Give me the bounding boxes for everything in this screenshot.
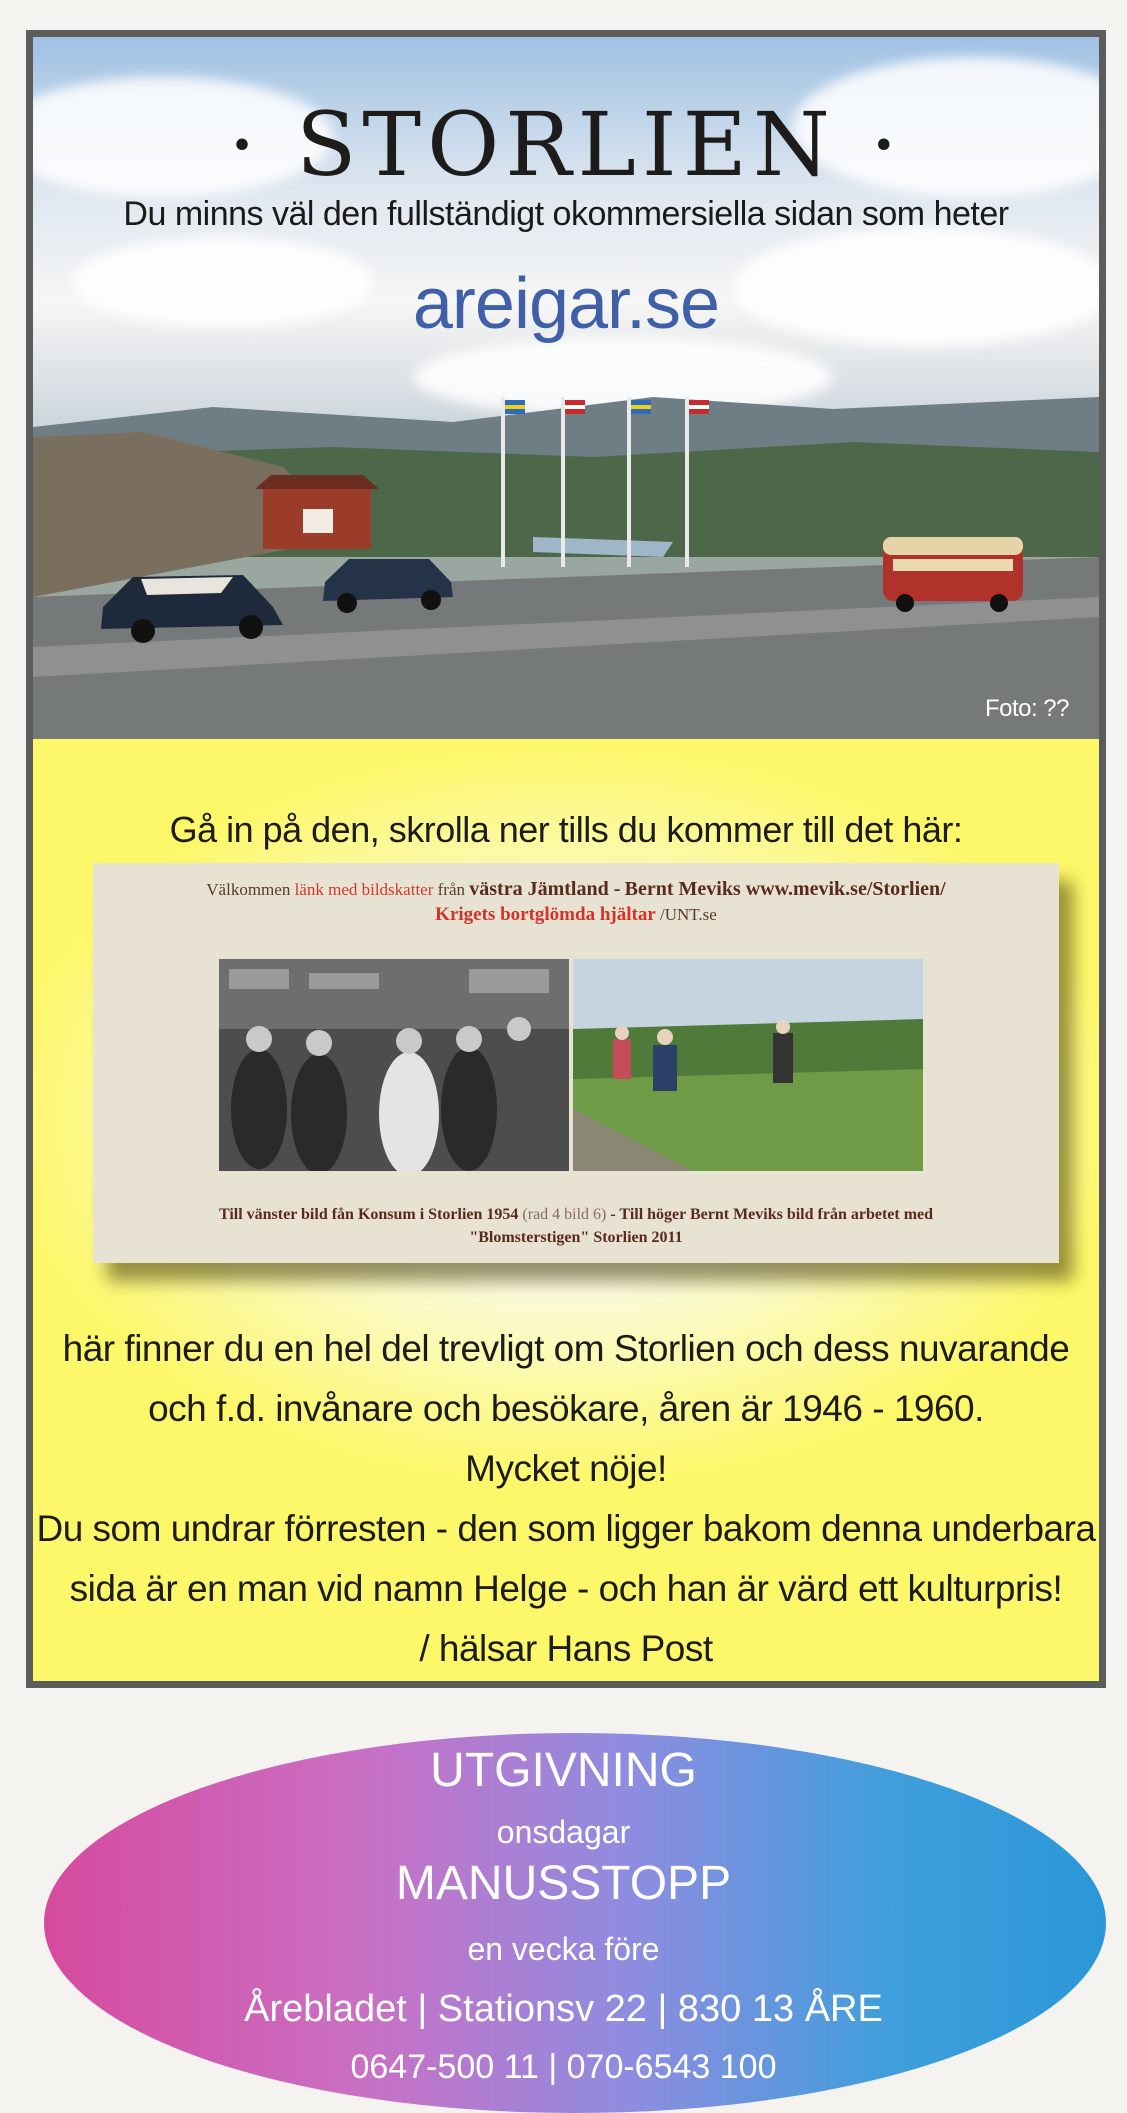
signature-line: / hälsar Hans Post	[419, 1628, 713, 1669]
body-line: Du som undrar förresten - den som ligger bakom denna underbara	[36, 1508, 1096, 1549]
heroes-link[interactable]: Krigets bortglömda hjältar	[435, 904, 656, 925]
phone-line: 0647-500 11 | 070-6543 100	[350, 2048, 777, 2086]
website-screenshot	[93, 863, 1059, 1263]
caption-muted: (rad 4 bild 6)	[522, 1206, 607, 1223]
body-line: sida är en man vid namn Helge - och han är värd ett kulturpris!	[69, 1568, 1063, 1609]
deadline-text: en vecka före	[467, 1931, 660, 1967]
release-day: onsdagar	[496, 1814, 631, 1850]
caption-part2: - Till höger Bernt Meviks bild från arbetet med	[610, 1206, 934, 1223]
mevik-link[interactable]: Bernt Meviks www.mevik.se/Storlien/	[624, 878, 946, 900]
treasure-link[interactable]: länk med bildskatter	[294, 880, 434, 899]
caption-part1: Till vänster bild fån Konsum i Storlien 1954	[218, 1206, 519, 1223]
blomsterstigen-2011-photo	[573, 959, 923, 1171]
body-line: och f.d. invånare och besökare, åren är 1946 - 1960.	[148, 1388, 984, 1429]
from-word: från	[437, 880, 466, 899]
body-line: här finner du en hel del trevligt om Storlien och dess nuvarande	[62, 1328, 1070, 1369]
heroes-source: /UNT.se	[660, 905, 717, 924]
storlien-title: · STORLIEN ·	[228, 93, 904, 196]
welcome-prefix: Välkommen	[206, 880, 291, 899]
advert-frame	[26, 30, 1106, 1688]
storlien-landscape-photo	[33, 37, 1099, 739]
subtitle: Du minns väl den fullständigt okommersiella sidan som heter	[123, 195, 1009, 233]
body-line: Mycket nöje!	[465, 1448, 667, 1489]
intro-text: Gå in på den, skrolla ner tills du kommer till det här:	[169, 809, 963, 850]
caption-line2: "Blomsterstigen" Storlien 2011	[469, 1229, 683, 1246]
site-name: areigar.se	[412, 264, 720, 344]
body-text	[33, 1319, 1099, 1679]
photo-credit: Foto: ??	[984, 695, 1069, 722]
screenshot-caption	[93, 1203, 1059, 1249]
address-line: Årebladet | Stationsv 22 | 830 13 ÅRE	[244, 1988, 883, 2030]
screenshot-header	[93, 877, 1059, 927]
konsum-1954-photo	[219, 959, 569, 1171]
release-title: UTGIVNING	[430, 1744, 697, 1797]
region-text: västra Jämtland -	[469, 878, 621, 900]
deadline-title: MANUSSTOPP	[395, 1857, 732, 1910]
